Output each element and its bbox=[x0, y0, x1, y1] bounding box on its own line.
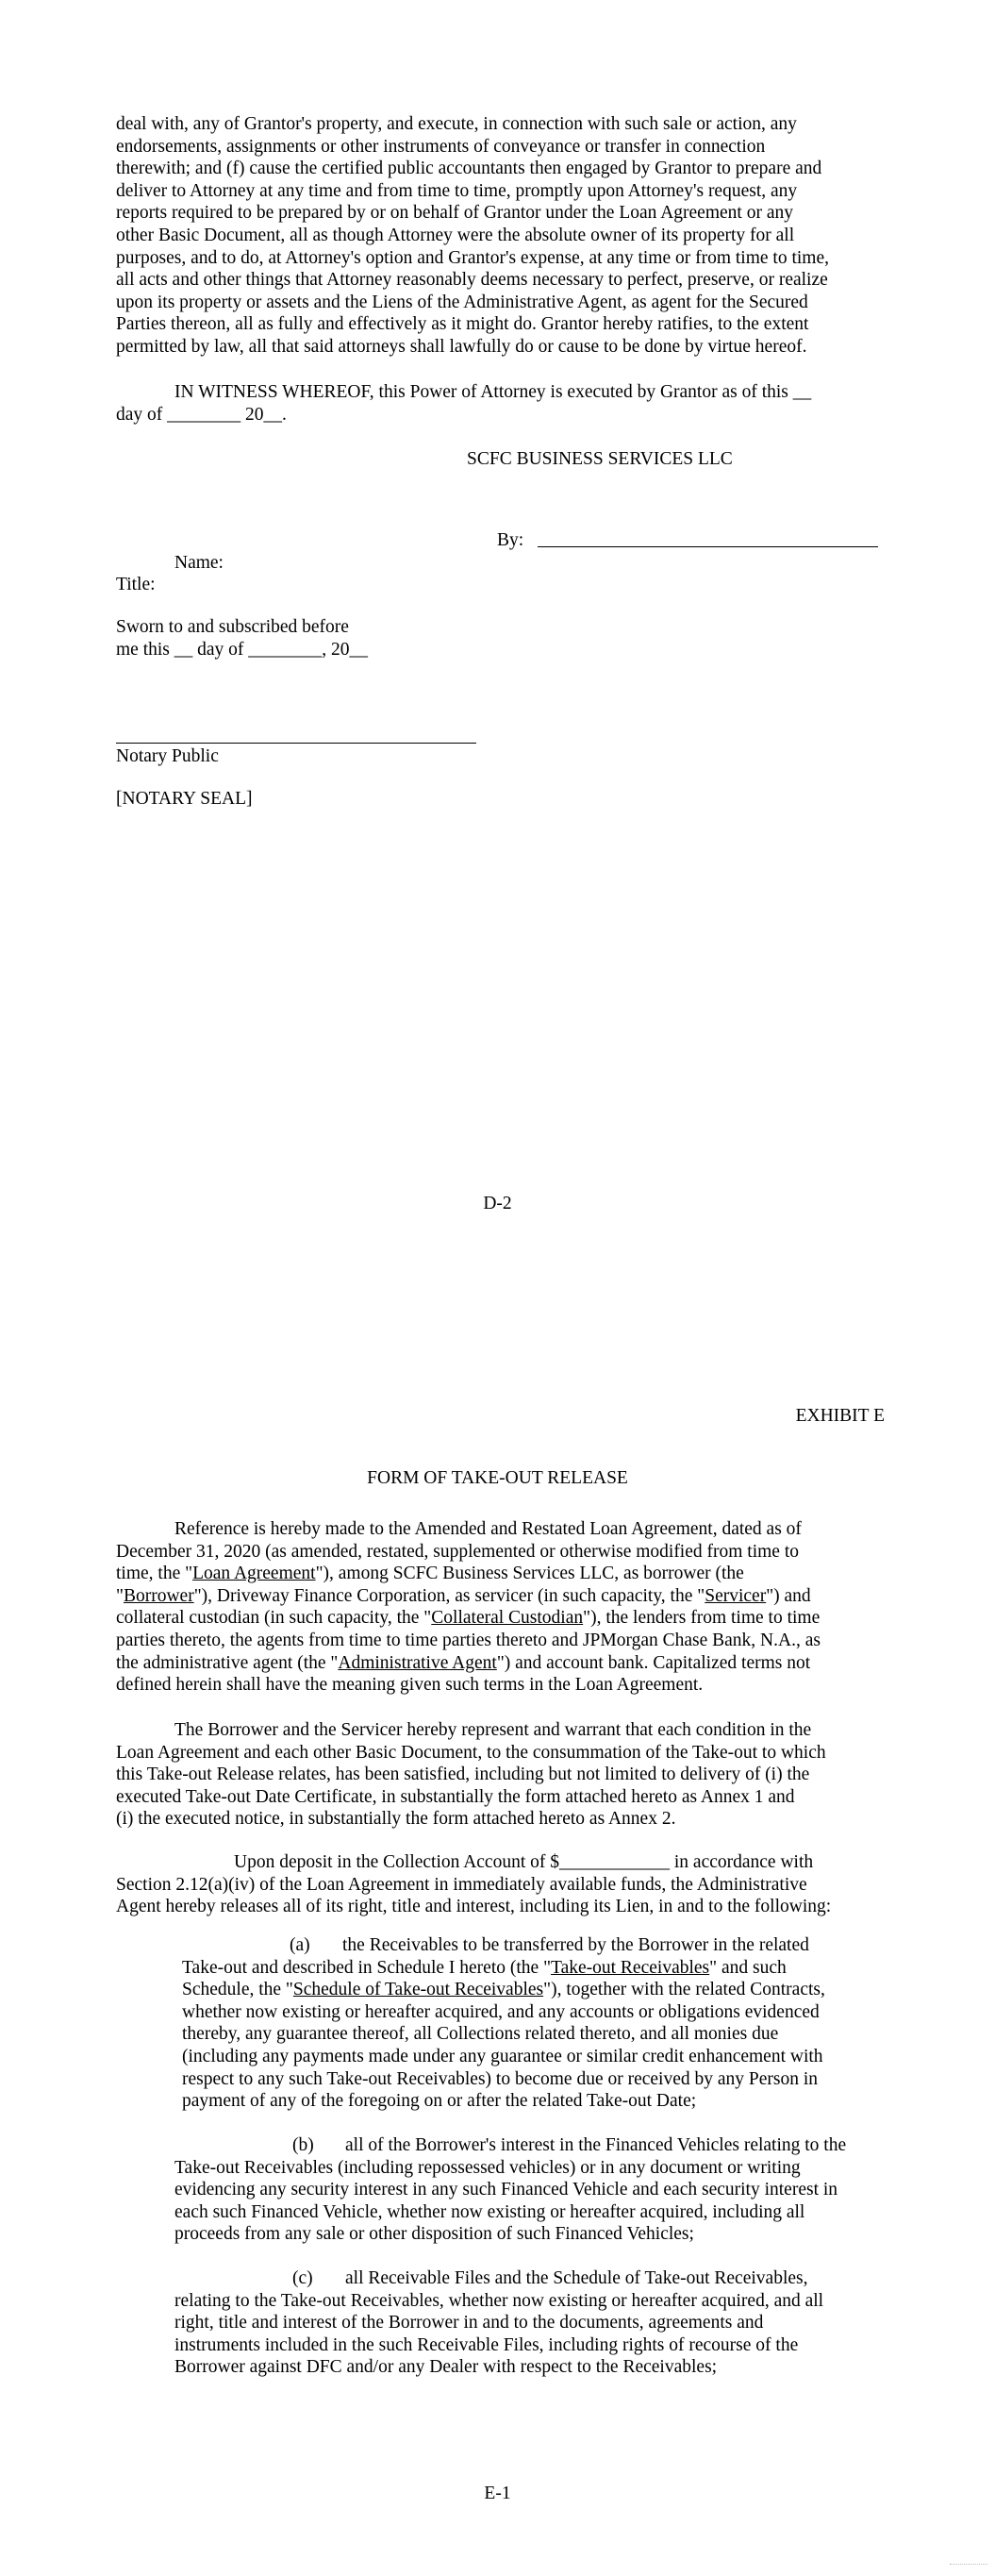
text-line: each such Financed Vehicle, whether now existing or hereafter acquired, including all bbox=[174, 2201, 805, 2222]
text-fragment: "), among SCFC Business Services LLC, as borrower (the bbox=[315, 1564, 744, 1584]
text-fragment: time, the " bbox=[116, 1564, 193, 1584]
text-line: me this __ day of ________, 20__ bbox=[116, 639, 369, 660]
text-line: therewith; and (f) cause the certified public accountants then engaged by Grantor to prepare and bbox=[116, 159, 822, 179]
text-line: parties thereto, the agents from time to time parties thereto and JPMorgan Chase Bank, N.A., as bbox=[116, 1630, 821, 1650]
text-line: Sworn to and subscribed before bbox=[116, 617, 349, 637]
list-item bbox=[174, 2134, 891, 2246]
name-label: Name: bbox=[174, 553, 224, 573]
text-line: (including any payments made under any guarantee or similar credit enhancement with bbox=[182, 2046, 823, 2066]
form-title: FORM OF TAKE-OUT RELEASE bbox=[367, 1468, 628, 1488]
defined-term: Administrative Agent bbox=[338, 1652, 497, 1673]
defined-term: Collateral Custodian bbox=[431, 1608, 584, 1629]
text-line: proceeds from any sale or other disposition of such Financed Vehicles; bbox=[174, 2224, 694, 2245]
defined-term: Servicer bbox=[705, 1585, 767, 1606]
in-witness-paragraph bbox=[116, 381, 891, 426]
exhibit-label: EXHIBIT E bbox=[795, 1406, 885, 1426]
reference-paragraph bbox=[116, 1518, 891, 1697]
text-line bbox=[174, 1934, 891, 1957]
text-line bbox=[116, 1563, 891, 1585]
text-line: Section 2.12(a)(iv) of the Loan Agreement in immediately available funds, the Administrative bbox=[116, 1874, 807, 1895]
notary-seal-label: [NOTARY SEAL] bbox=[116, 789, 253, 809]
text-fragment: Schedule, the " bbox=[182, 1980, 293, 2000]
text-line bbox=[116, 1585, 891, 1608]
page-corner-marker bbox=[950, 2564, 987, 2570]
text-line: Upon deposit in the Collection Account of $____________ in accordance with bbox=[234, 1852, 814, 1872]
defined-term: Schedule of Take-out Receivables bbox=[292, 1980, 544, 2000]
text-line: instruments included in the such Receivable Files, including rights of recourse of the bbox=[174, 2334, 799, 2355]
text-line: Parties thereon, all as fully and effectively as it might do. Grantor hereby ratifies, to the extent bbox=[116, 314, 809, 335]
text-fragment: Take-out and described in Schedule I hereto (the " bbox=[182, 1957, 552, 1978]
list-item bbox=[174, 2267, 891, 2379]
text-line: Borrower against DFC and/or any Dealer with respect to the Receivables; bbox=[174, 2357, 718, 2378]
text-line bbox=[116, 1652, 891, 1675]
poa-continuation-paragraph bbox=[116, 113, 891, 359]
text-line: permitted by law, all that said attorneys shall lawfully do or cause to be done by virtue hereof. bbox=[116, 336, 807, 357]
text-line: Agent hereby releases all of its right, title and interest, including its Lien, in and to the following: bbox=[116, 1897, 832, 1917]
item-marker: (b) bbox=[292, 2135, 314, 2155]
company-name: SCFC BUSINESS SERVICES LLC bbox=[467, 449, 733, 469]
text-line: thereby, any guarantee thereof, all Collections related thereto, and all monies due bbox=[182, 2024, 779, 2045]
text-line bbox=[116, 1607, 891, 1630]
defined-term: Take-out Receivables bbox=[551, 1957, 710, 1978]
text-line: evidencing any security interest in any such Financed Vehicle and each security interest in bbox=[174, 2180, 838, 2200]
defined-term: Loan Agreement bbox=[192, 1564, 316, 1584]
text-line: this Take-out Release relates, has been satisfied, including but not limited to delivery of (i) the bbox=[116, 1765, 810, 1785]
title-label: Title: bbox=[116, 575, 156, 594]
text-line: deliver to Attorney at any time and from time to time, promptly upon Attorney's request, any bbox=[116, 180, 798, 201]
text-line: other Basic Document, all as though Attorney were the absolute owner of its property for all bbox=[116, 225, 795, 245]
text-fragment: the administrative agent (the " bbox=[116, 1652, 339, 1673]
text-line: The Borrower and the Servicer hereby represent and warrant that each condition in the bbox=[174, 1720, 812, 1740]
text-line: relating to the Take-out Receivables, whether now existing or hereafter acquired, and all bbox=[174, 2290, 824, 2311]
text-line bbox=[174, 2267, 891, 2290]
text-line: respect to any such Take-out Receivables) to become due or received by any Person in bbox=[182, 2068, 819, 2089]
page-number: E-1 bbox=[484, 2484, 511, 2503]
text-line: payment of any of the foregoing on or after the related Take-out Date; bbox=[182, 2091, 697, 2112]
text-line: whether now existing or hereafter acquired, and any accounts or obligations evidenced bbox=[182, 2001, 820, 2022]
text-line: reports required to be prepared by or on behalf of Grantor under the Loan Agreement or any bbox=[116, 203, 793, 224]
text-line: right, title and interest of the Borrower in and to the documents, agreements and bbox=[174, 2313, 764, 2333]
notary-signature-line bbox=[116, 743, 476, 744]
sworn-statement bbox=[116, 616, 891, 661]
text-line: day of ________ 20__. bbox=[116, 404, 287, 425]
text-line: deal with, any of Grantor's property, and execute, in connection with such sale or action, any bbox=[116, 114, 797, 134]
text-line: December 31, 2020 (as amended, restated, supplemented or otherwise modified from time to bbox=[116, 1541, 799, 1562]
text-line: (i) the executed notice, in substantially the form attached hereto as Annex 2. bbox=[116, 1809, 676, 1830]
text-fragment: "), Driveway Finance Corporation, as servicer (in such capacity, the " bbox=[193, 1585, 705, 1606]
page-number: D-2 bbox=[483, 1194, 512, 1213]
signature-line bbox=[538, 546, 878, 547]
item-marker: (a) bbox=[290, 1935, 310, 1955]
text-line bbox=[174, 1979, 891, 2001]
item-marker: (c) bbox=[292, 2268, 313, 2288]
text-line: Take-out Receivables (including repossessed vehicles) or in any document or writing bbox=[174, 2157, 801, 2178]
text-line: Reference is hereby made to the Amended and Restated Loan Agreement, dated as of bbox=[174, 1519, 802, 1539]
text-fragment: "), together with the related Contracts, bbox=[543, 1980, 825, 2000]
text-fragment: the Receivables to be transferred by the Borrower in the related bbox=[342, 1935, 809, 1955]
text-line: upon its property or assets and the Liens of the Administrative Agent, as agent for the Secured bbox=[116, 292, 808, 312]
release-paragraph bbox=[116, 1851, 891, 1918]
text-fragment: " and such bbox=[709, 1957, 787, 1978]
text-line bbox=[174, 1957, 891, 1980]
text-fragment: "), the lenders from time to time bbox=[583, 1608, 821, 1629]
text-fragment: ") and bbox=[766, 1585, 811, 1606]
text-line: defined herein shall have the meaning given such terms in the Loan Agreement. bbox=[116, 1675, 704, 1696]
text-line bbox=[174, 2134, 891, 2157]
text-line: all acts and other things that Attorney reasonably deems necessary to perfect, preserve, or realize bbox=[116, 270, 828, 291]
text-line: purposes, and to do, at Attorney's option and Grantor's expense, at any time or from time to time, bbox=[116, 247, 829, 268]
text-line: executed Take-out Date Certificate, in substantially the form attached hereto as Annex 1 and bbox=[116, 1786, 795, 1807]
text-fragment: " bbox=[116, 1585, 124, 1606]
by-label: By: bbox=[497, 530, 524, 550]
text-fragment: all of the Borrower's interest in the Financed Vehicles relating to the bbox=[345, 2135, 847, 2155]
text-line: endorsements, assignments or other instruments of conveyance or transfer in connection bbox=[116, 136, 766, 157]
text-fragment: all Receivable Files and the Schedule of Take-out Receivables, bbox=[345, 2268, 808, 2288]
defined-term: Borrower bbox=[123, 1585, 194, 1606]
notary-public-label: Notary Public bbox=[116, 746, 219, 766]
representation-paragraph bbox=[116, 1719, 891, 1831]
list-item bbox=[174, 1934, 891, 2113]
text-fragment: collateral custodian (in such capacity, the " bbox=[116, 1608, 432, 1629]
text-line: IN WITNESS WHEREOF, this Power of Attorney is executed by Grantor as of this __ bbox=[174, 382, 812, 402]
text-line: Loan Agreement and each other Basic Document, to the consummation of the Take-out to which bbox=[116, 1742, 826, 1763]
text-fragment: ") and account bank. Capitalized terms not bbox=[496, 1652, 811, 1673]
